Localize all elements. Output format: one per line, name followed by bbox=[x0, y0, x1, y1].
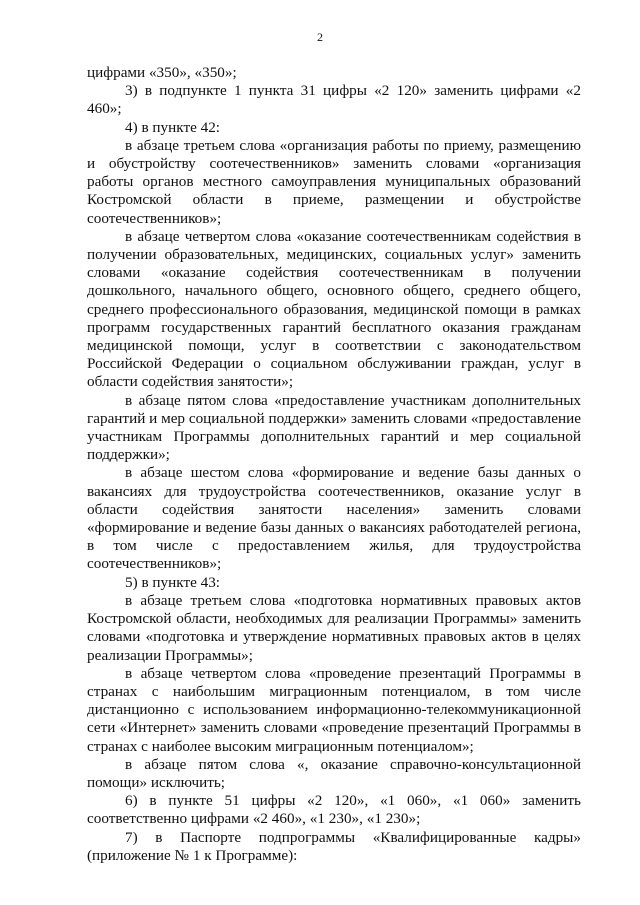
paragraph: 7) в Паспорте подпрограммы «Квалифицированные кадры» (приложение № 1 к Программе): bbox=[87, 828, 581, 864]
paragraph: 3) в подпункте 1 пункта 31 цифры «2 120» заменить цифрами «2 460»; bbox=[87, 82, 581, 118]
paragraph: цифрами «350», «350»; bbox=[87, 64, 237, 81]
document-body bbox=[87, 64, 581, 865]
paragraph: 4) в пункте 42: bbox=[125, 118, 221, 136]
paragraph: 6) в пункте 51 цифры «2 120», «1 060», «1 060» заменить соответственно цифрами «2 460», «1 230», «1 230»; bbox=[87, 792, 581, 828]
paragraph: в абзаце шестом слова «формирование и ведение базы данных о вакансиях для трудоустройства соотечественников, оказание услуг в области содействия занятости населения» заменить словами «формирование и ведение базы данных о вакансиях работодателей региона, в том числе с предоставлением жилья, для трудоустройства соотечественников»; bbox=[87, 464, 581, 573]
paragraph: 5) в пункте 43: bbox=[125, 573, 221, 591]
paragraph: в абзаце третьем слова «организация работы по приему, размещению и обустройству соотечественников» заменить словами «организация работы органов местного самоуправления муниципальных образований Костромской области в приеме, размещении и обустройстве соотечественников»; bbox=[87, 136, 581, 227]
paragraph: в абзаце пятом слова «предоставление участникам дополнительных гарантий и мер социальной поддержки» заменить словами «предоставление участникам Программы дополнительных гарантий и мер социальной поддержки»; bbox=[87, 391, 581, 464]
paragraph: в абзаце четвертом слова «оказание соотечественникам содействия в получении образовательных, медицинских, социальных услуг» заменить словами «оказание содействия соотечественникам в получении дошкольного, начального общего, основного общего, среднего общего, среднего профессионального образования, медицинской помощи в рамках программ государственных гарантий бесплатного оказания гражданам медицинской помощи, услуг в соответствии с законодательством Российской Федерации о социальном обслуживании граждан, услуг в области содействия занятости»; bbox=[87, 227, 581, 391]
paragraph: в абзаце четвертом слова «проведение презентаций Программы в странах с наибольшим миграционным потенциалом, в том числе дистанционно с использованием информационно-телекоммуникационной сети «Интернет» заменить словами «проведение презентаций Программы в странах с наиболее высоким миграционным потенциалом»; bbox=[87, 664, 581, 755]
paragraph: в абзаце пятом слова «, оказание справочно-консультационной помощи» исключить; bbox=[87, 755, 581, 791]
paragraph: в абзаце третьем слова «подготовка нормативных правовых актов Костромской области, необходимых для реализации Программы» заменить словами «подготовка и утверждение нормативных правовых актов в целях реализации Программы»; bbox=[87, 591, 581, 664]
page-number: 2 bbox=[317, 30, 323, 44]
